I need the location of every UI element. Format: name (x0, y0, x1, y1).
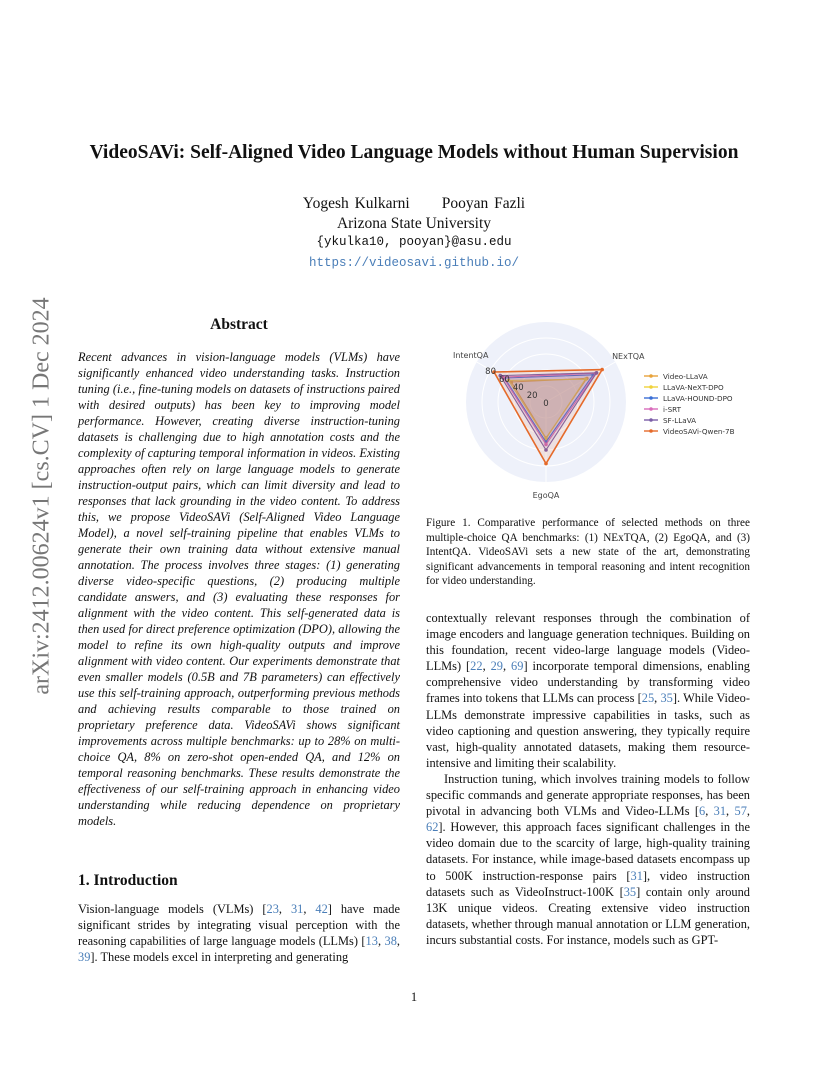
paper-title: VideoSAVi: Self-Aligned Video Language Models without Human Supervision (89, 142, 739, 163)
radar-chart (426, 318, 751, 508)
citation-link[interactable]: 62 (426, 820, 439, 835)
citation-link[interactable]: 39 (78, 950, 91, 964)
citation-link[interactable]: 31 (290, 902, 304, 916)
text-run: , (396, 934, 400, 948)
text-run: ] incorporate temporal dimensions, enabling comprehensive video understanding by transforming video frames into tokens that LLMs can process [ (426, 659, 750, 706)
citation-link[interactable]: 57 (734, 804, 747, 819)
introduction-paragraph (78, 901, 400, 965)
right-column-text (426, 610, 750, 948)
radar-axis-label: EgoQA (532, 491, 560, 500)
citation-link[interactable]: 29 (490, 659, 503, 674)
radar-data-point (600, 368, 604, 372)
radar-tick-label: 40 (512, 383, 524, 393)
legend-marker (649, 374, 653, 378)
text-run: , (303, 902, 316, 916)
text-run: contextually relevant responses through the combination of image encoders and language generation techniques. Building on this foundation, recent video-large language models (Video-LLMs) [ (426, 611, 750, 674)
text-run: , (726, 804, 735, 819)
introduction-heading: 1. Introduction (78, 872, 178, 889)
abstract-heading: Abstract (210, 316, 268, 333)
author-list (0, 195, 828, 213)
citation-link[interactable]: 31 (630, 868, 643, 883)
citation-link[interactable]: 42 (315, 902, 328, 916)
legend-marker (649, 418, 653, 422)
legend-label: LLaVA-HOUND-DPO (663, 394, 733, 403)
radar-tick-label: 20 (526, 391, 538, 401)
citation-link[interactable]: 69 (511, 659, 524, 674)
citation-link[interactable]: 6 (699, 804, 706, 819)
radar-chart-figure (426, 318, 751, 508)
affiliation: Arizona State University (336, 215, 492, 232)
citation-link[interactable]: 22 (470, 659, 483, 674)
author-email: {ykulka10, pooyan}@asu.edu (316, 235, 512, 249)
text-run: ]. These models excel in interpreting and generating (90, 950, 349, 964)
author-name: Pooyan Fazli (441, 195, 526, 212)
text-run: , (746, 804, 750, 819)
text-run: ]. However, this approach faces significant challenges in the video domain due to the scarcity of large, high-quality training datasets. For instance, while image-based datasets encompass up to 500K instruction-response pairs [ (426, 820, 750, 883)
citation-link[interactable]: 35 (660, 691, 673, 706)
body-paragraph (426, 771, 750, 948)
radar-axis-label: IntentQA (452, 351, 489, 360)
legend-label: VideoSAVi-Qwen-7B (663, 427, 735, 436)
legend-marker (649, 407, 653, 411)
radar-data-point (544, 462, 548, 466)
legend-marker (649, 385, 653, 389)
text-run: , (503, 659, 512, 674)
radar-axis-label: NExTQA (612, 352, 645, 361)
citation-link[interactable]: 31 (713, 804, 727, 819)
body-paragraph (426, 610, 750, 771)
radar-tick-label: 60 (499, 375, 510, 385)
figure-caption: Figure 1. Comparative performance of selected methods on three multiple-choice QA benchmarks: (1) NExTQA, (2) EgoQA, and (3) IntentQA. VideoSAVi sets a new state of the art, demonstrating significant advancements in temporal reasoning and intent recognition for video understanding. (426, 517, 750, 587)
citation-link[interactable]: 25 (641, 691, 655, 706)
legend-label: i-SRT (663, 405, 682, 414)
citation-link[interactable]: 23 (266, 902, 279, 916)
radar-tick-label: 80 (485, 367, 496, 377)
citation-link[interactable]: 35 (623, 884, 637, 899)
arxiv-stamp (26, 292, 58, 700)
radar-tick-label: 0 (543, 399, 549, 409)
text-run: ] contain only around 13K unique videos. Creating extensive video instruction datasets, whether through manual annotation or LLM generation, incurs substantial costs. For instance, models such as GPT- (426, 884, 750, 947)
legend-label: LLaVA-NeXT-DPO (663, 383, 724, 392)
abstract-text: Recent advances in vision-language models (VLMs) have significantly enhanced video understanding tasks. Instruction tuning (i.e., fine-tuning models on datasets of instructions paired with desired outputs) has been key to improving model performance. However, creating diverse instruction-tuning datasets is challenging due to high annotation costs and the complexity of capturing temporal information in videos. Existing approaches often rely on large language models to generate instruction-output pairs, which can limit diversity and lead to responses that lack grounding in the video content. To address this, we propose VideoSAVi (Self-Aligned Video Language Model), a novel self-training pipeline that enables VLMs to generate their own training data without extensive manual annotation. The process involves three stages: (1) generating diverse video-specific questions, (2) producing multiple candidate answers, and (3) evaluating these responses for alignment with the video content. This self-generated data is then used for direct preference optimization (DPO), allowing the model to refine its own high-quality outputs and improve alignment with video content. Our experiments demonstrate that even smaller models (0.5B and 7B parameters) can effectively use this self-training approach, outperforming previous methods and achieving results comparable to those trained on proprietary preference data. VideoSAVi shows significant improvements across multiple benchmarks: up to 28% on multi-choice QA, 8% on zero-shot open-ended QA, and 12% on temporal reasoning benchmarks. These results demonstrate the effectiveness of our self-training approach in enhancing video understanding while reducing dependence on proprietary models. (78, 350, 400, 828)
legend-marker (649, 396, 653, 400)
project-url-link[interactable]: https://videosavi.github.io/ (308, 256, 520, 270)
text-run: Instruction tuning, which involves training models to follow specific commands and generate appropriate responses, has been pivotal in advancing both VLMs and Video-LLMs [ (426, 771, 750, 819)
text-run: Vision-language models (VLMs) [ (78, 902, 267, 916)
text-run: , (278, 902, 291, 916)
arxiv-stamp-text: arXiv:2412.00624v1 [cs.CV] 1 Dec 2024 (28, 297, 55, 695)
citation-link[interactable]: 13 (365, 934, 378, 948)
citation-link[interactable]: 38 (384, 934, 397, 948)
legend-label: SF-LLaVA (663, 416, 697, 425)
author-name: Yogesh Kulkarni (302, 195, 410, 212)
text-run: , (705, 804, 714, 819)
text-run: , (654, 691, 661, 706)
text-run: ]. While Video-LLMs demonstrate impressive capabilities in tasks, such as video captioning and question answering, they typically require vast, high-quality annotated datasets, making them resource-intensive and limiting their scalability. (426, 691, 750, 770)
text-run: ] have made significant strides by integrating visual perception with the reasoning capabilities of large language models (LLMs) [ (78, 902, 400, 948)
page-number: 1 (410, 990, 418, 1004)
text-run: , (482, 659, 491, 674)
text-run: , (377, 934, 385, 948)
legend-marker (649, 429, 653, 433)
legend-label: Video-LLaVA (663, 372, 708, 381)
text-run: ], video instruction datasets such as VideoInstruct-100K [ (426, 868, 750, 899)
